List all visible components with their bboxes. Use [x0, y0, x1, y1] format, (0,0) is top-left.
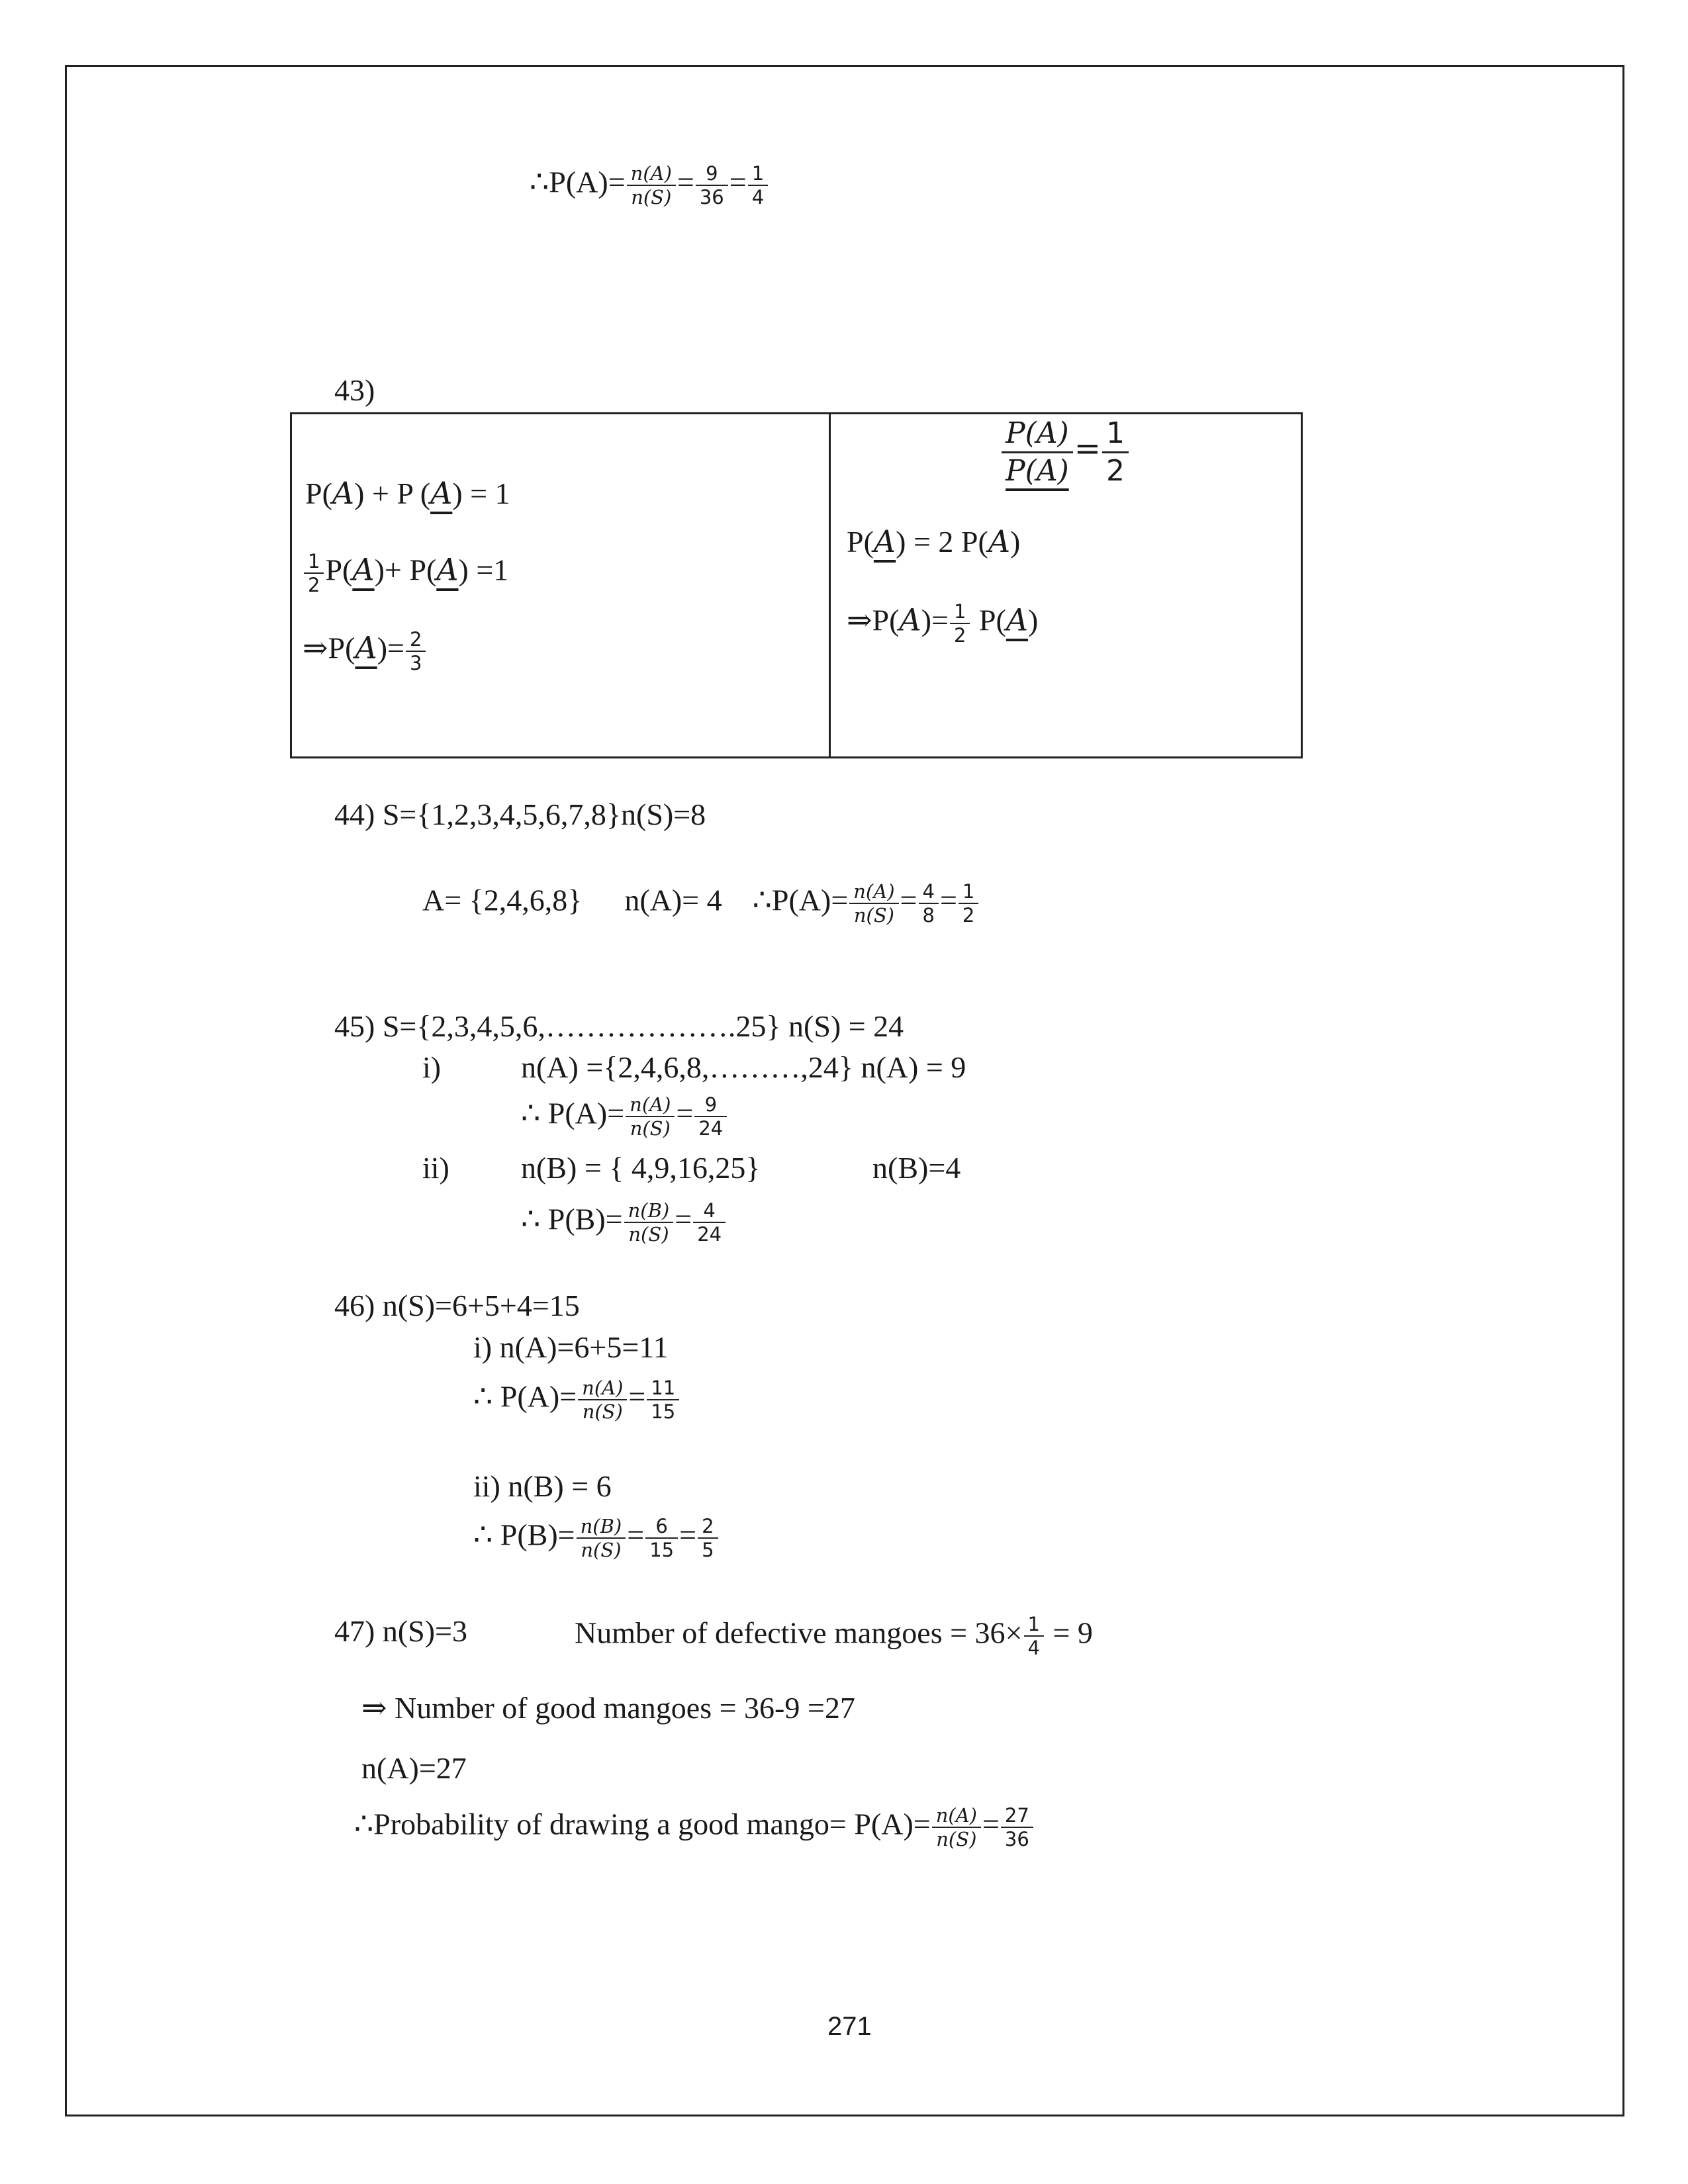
- q46-line1: 46) n(S)=6+5+4=15: [334, 1289, 580, 1322]
- q46-ii-text: ii) n(B) = 6: [473, 1469, 612, 1503]
- fraction: $\frac{1}{2}$: [950, 600, 970, 647]
- q45-ii-label: ii): [422, 1151, 449, 1185]
- fraction: $\frac{9}{24}$: [694, 1093, 727, 1140]
- q45-i-label: i): [422, 1050, 442, 1084]
- fraction: $\frac{2}{3}$: [406, 628, 426, 674]
- q42-probability: ∴P(A)= $\frac{n(A)}{n(S)}$ = $\frac{9}{36}$ = $\frac{1}{4}$: [530, 162, 769, 208]
- q45-i-text: n(A) ={2,4,6,8,………,24} n(A) = 9: [521, 1050, 966, 1084]
- q47-line1a: 47) n(S)=3: [334, 1614, 467, 1648]
- fraction: $\frac{4}{8}$: [919, 880, 939, 927]
- fraction: $\frac{n(A)}{n(S)}$: [578, 1377, 627, 1423]
- q43-solution-table: [290, 412, 1303, 758]
- fraction: $\frac{1}{4}$: [1024, 1613, 1044, 1659]
- q43-left-line3: ⇒P(A)= $\frac{2}{3}$: [303, 628, 427, 674]
- fraction: $\frac{n(A)}{n(S)}$: [932, 1804, 981, 1850]
- q43-right-line1: $\frac{P(A)}{P(A)}$ = $\frac{1}{2}$: [1000, 416, 1130, 489]
- fraction: $\frac{9}{36}$: [696, 162, 728, 208]
- page-number: 271: [827, 2012, 872, 2041]
- fraction: $\frac{6}{15}$: [645, 1515, 678, 1561]
- table-divider: [829, 414, 831, 756]
- q45-ii-probability: ∴ P(B)= $\frac{n(B)}{n(S)}$ = $\frac{4}{24}$: [521, 1199, 727, 1246]
- q43-left-line2: $\frac{1}{2}$ P(A)+ P(A) =1: [303, 550, 508, 596]
- q43-right-line2: P(A) = 2 P(A): [847, 523, 1021, 559]
- fraction: $\frac{n(A)}{n(S)}$: [626, 1093, 675, 1140]
- q45-i-probability: ∴ P(A)= $\frac{n(A)}{n(S)}$ = $\frac{9}{24}$: [521, 1093, 728, 1140]
- fraction: $\frac{4}{24}$: [693, 1199, 726, 1246]
- fraction: $\frac{1}{4}$: [748, 162, 768, 208]
- q47-line4: ∴Probability of drawing a good mango= P(A)= $\frac{n(A)}{n(S)}$ = $\frac{27}{36}$: [354, 1804, 1035, 1850]
- q45-line1: 45) S={2,3,4,5,6,……………….25} n(S) = 24: [334, 1009, 904, 1043]
- fraction: $\frac{n(A)}{n(S)}$: [849, 880, 898, 927]
- q43-left-line1: P(A) + P (A) = 1: [305, 475, 510, 511]
- fraction: $\frac{1}{2}$: [959, 880, 978, 927]
- q43-right-line3: ⇒P(A)= $\frac{1}{2}$ P(A): [847, 600, 1039, 647]
- q47-defective-mangoes: Number of defective mangoes = 36× $\frac{1}{4}$ = 9: [575, 1613, 1093, 1659]
- fraction: $\frac{n(B)}{n(S)}$: [577, 1515, 626, 1561]
- q45-ii-count: n(B)=4: [872, 1151, 961, 1185]
- q46-ii-probability: ∴ P(B)= $\frac{n(B)}{n(S)}$ = $\frac{6}{15}$ = $\frac{2}{5}$: [473, 1515, 720, 1561]
- fraction: $\frac{1}{2}$: [304, 550, 324, 596]
- fraction: $\frac{P(A)}{P(A)}$: [1002, 416, 1073, 489]
- fraction: $\frac{n(B)}{n(S)}$: [624, 1199, 674, 1246]
- q45-ii-text: n(B) = { 4,9,16,25}: [521, 1151, 761, 1185]
- q47-line3: n(A)=27: [361, 1751, 467, 1785]
- q43-label: 43): [334, 373, 375, 407]
- fraction: $\frac{27}{36}$: [1001, 1804, 1033, 1850]
- q46-i-probability: ∴ P(A)= $\frac{n(A)}{n(S)}$ = $\frac{11}{15}$: [473, 1377, 680, 1423]
- fraction: $\frac{2}{5}$: [698, 1515, 718, 1561]
- q44-line1: 44) S={1,2,3,4,5,6,7,8}n(S)=8: [334, 797, 706, 831]
- fraction: $\frac{11}{15}$: [647, 1377, 679, 1423]
- q46-i-text: i) n(A)=6+5=11: [473, 1330, 669, 1364]
- fraction: $\frac{n(A)}{n(S)}$: [627, 162, 676, 208]
- fraction: $\frac{1}{2}$: [1102, 416, 1129, 489]
- q44-line2: A= {2,4,6,8} n(A)= 4 ∴P(A)= $\frac{n(A)}{n(S)}$ = $\frac{4}{8}$ = $\frac{1}{2}$: [422, 880, 980, 927]
- q47-line2: ⇒ Number of good mangoes = 36-9 =27: [361, 1691, 855, 1725]
